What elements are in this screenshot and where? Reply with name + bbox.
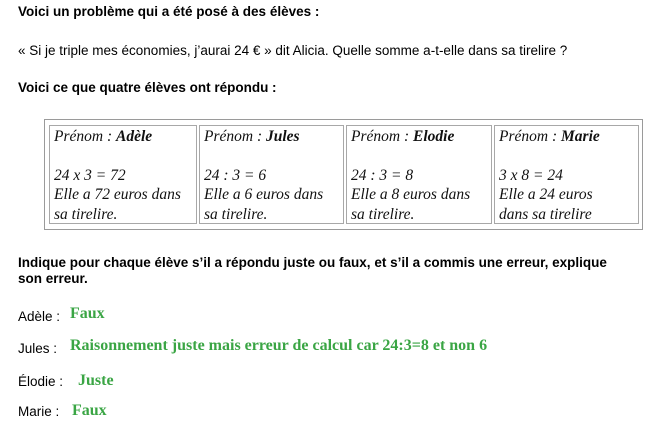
- response-cell-jules: [199, 125, 344, 224]
- student-answer-line1: Elle a 24 euros: [499, 186, 593, 203]
- prenom-label: Prénom :: [54, 128, 113, 145]
- answer-label-marie: Marie :: [18, 404, 60, 419]
- question-line-1: Indique pour chaque élève s’il a répondu juste ou faux, et s’il a commis une erreur, explique: [18, 255, 607, 270]
- student-calculation: 3 x 8 = 24: [499, 166, 563, 184]
- student-answer-line1: Elle a 8 euros dans: [351, 186, 471, 203]
- response-cell-marie: [494, 125, 639, 224]
- answer-value-adele: Faux: [70, 305, 105, 322]
- student-answer-line2: sa tirelire.: [351, 205, 415, 223]
- student-answer-line1: Elle a 72 euros dans: [54, 186, 181, 203]
- response-cell-elodie: [346, 125, 492, 224]
- student-name: Jules: [266, 128, 300, 145]
- responses-heading: Voici ce que quatre élèves ont répondu :: [18, 80, 277, 95]
- prenom-label: Prénom :: [499, 128, 558, 145]
- student-answer-line2: sa tirelire.: [54, 205, 118, 223]
- answer-label-adele: Adèle :: [18, 309, 61, 324]
- student-answer-line2: sa tirelire.: [204, 205, 268, 223]
- cell-header: [54, 127, 193, 147]
- cell-header: [351, 127, 488, 147]
- student-calculation: 24 x 3 = 72: [54, 166, 126, 184]
- prenom-label: Prénom :: [351, 128, 410, 145]
- prenom-label: Prénom :: [204, 128, 263, 145]
- answer-value-marie: Faux: [72, 402, 107, 419]
- student-name: Marie: [561, 128, 600, 145]
- intro-heading: Voici un problème qui a été posé à des élèves :: [18, 4, 320, 19]
- student-answer-line2: dans sa tirelire: [499, 205, 592, 223]
- answer-label-jules: Jules :: [18, 341, 58, 356]
- cell-header: [499, 127, 635, 147]
- student-answer-line1: Elle a 6 euros dans: [204, 186, 324, 203]
- response-cell-adele: [49, 125, 197, 224]
- student-name: Adèle: [116, 128, 153, 145]
- student-calculation: 24 : 3 = 6: [204, 166, 267, 184]
- student-calculation: 24 : 3 = 8: [351, 166, 414, 184]
- answer-value-elodie: Juste: [78, 372, 114, 389]
- student-name: Elodie: [413, 128, 455, 145]
- problem-statement: « Si je triple mes économies, j’aurai 24 € » dit Alicia. Quelle somme a-t-elle dans sa tirelire ?: [18, 43, 568, 58]
- answer-label-elodie: Élodie :: [18, 374, 64, 389]
- student-responses-table: [44, 119, 643, 230]
- question-line-2: son erreur.: [18, 271, 88, 286]
- cell-header: [204, 127, 340, 147]
- answer-value-jules: Raisonnement juste mais erreur de calcul car 24:3=8 et non 6: [70, 337, 488, 354]
